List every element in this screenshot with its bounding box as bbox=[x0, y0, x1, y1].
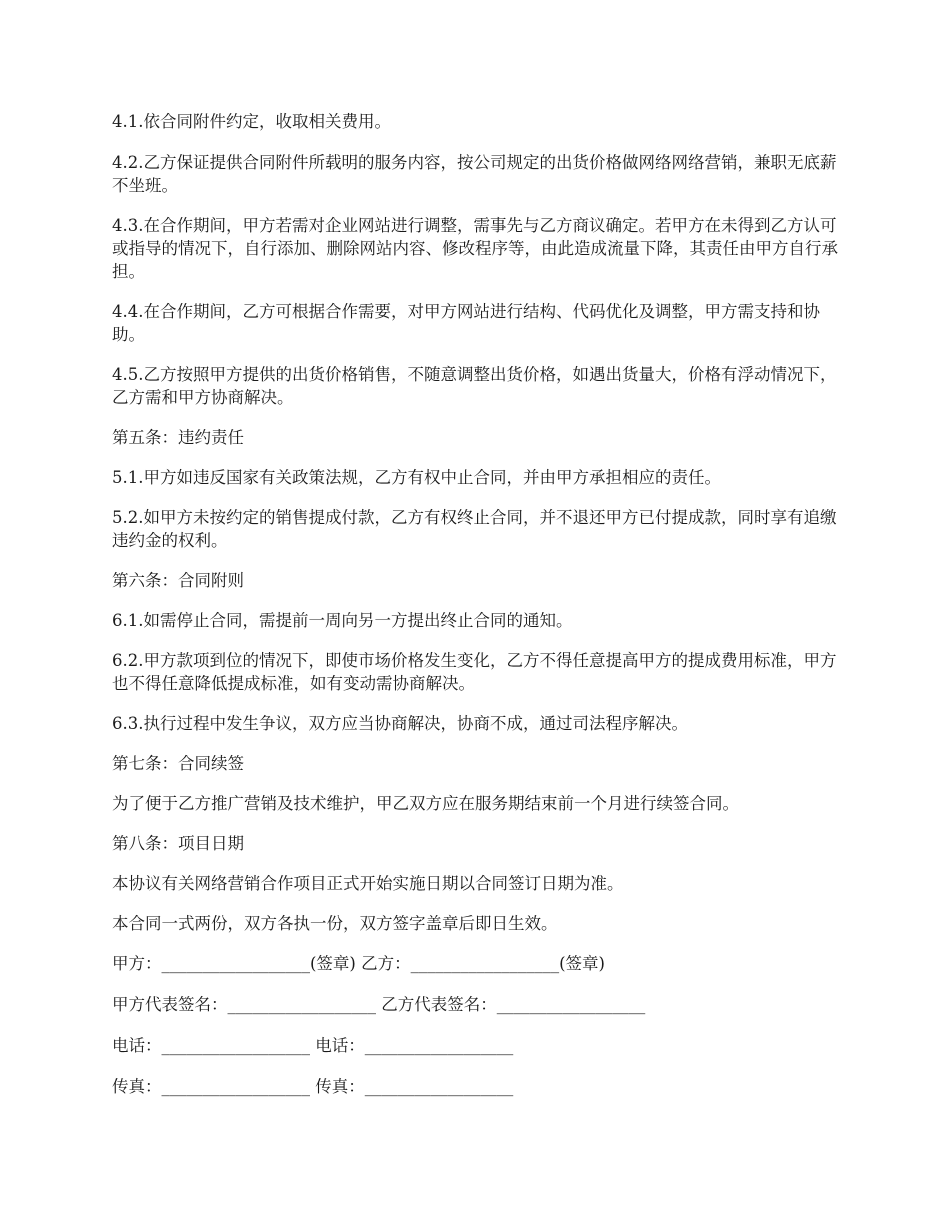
party-signature-line: 甲方：__________________(签章) 乙方：__________________(签章) bbox=[112, 954, 605, 973]
document-body bbox=[112, 110, 852, 1116]
clause-4-2: 4.2.乙方保证提供合同附件所载明的服务内容，按公司规定的出货价格做网络网络营销，兼职无底薪不坐班。 bbox=[112, 153, 837, 195]
phone-line: 电话：__________________ 电话：__________________ bbox=[112, 1036, 514, 1055]
clause-4-1: 4.1.依合同附件约定，收取相关费用。 bbox=[112, 112, 391, 131]
fax-line: 传真：__________________ 传真：__________________ bbox=[112, 1077, 514, 1096]
article-5-heading: 第五条：违约责任 bbox=[112, 428, 244, 447]
clause-6-2: 6.2.甲方款项到位的情况下，即使市场价格发生变化，乙方不得任意提高甲方的提成费用标准，甲方也不得任意降低提成标准，如有变动需协商解决。 bbox=[112, 651, 837, 693]
clause-5-1: 5.1.甲方如违反国家有关政策法规，乙方有权中止合同，并由甲方承担相应的责任。 bbox=[112, 468, 721, 487]
clause-4-3: 4.3.在合作期间，甲方若需对企业网站进行调整，需事先与乙方商议确定。若甲方在未得到乙方认可或指导的情况下，自行添加、删除网站内容、修改程序等，由此造成流量下降，其责任由甲方自行承担。 bbox=[112, 216, 838, 281]
closing-statement: 本合同一式两份，双方各执一份，双方签字盖章后即日生效。 bbox=[112, 914, 558, 933]
clause-8: 本协议有关网络营销合作项目正式开始实施日期以合同签订日期为准。 bbox=[112, 874, 624, 893]
clause-7: 为了便于乙方推广营销及技术维护，甲乙双方应在服务期结束前一个月进行续签合同。 bbox=[112, 794, 739, 813]
clause-4-4: 4.4.在合作期间，乙方可根据合作需要，对甲方网站进行结构、代码优化及调整，甲方需支持和协助。 bbox=[112, 302, 820, 344]
article-8-heading: 第八条：项目日期 bbox=[112, 834, 244, 853]
clause-4-5: 4.5.乙方按照甲方提供的出货价格销售，不随意调整出货价格，如遇出货量大，价格有浮动情况下，乙方需和甲方协商解决。 bbox=[112, 365, 837, 407]
clause-6-3: 6.3.执行过程中发生争议，双方应当协商解决，协商不成，通过司法程序解决。 bbox=[112, 714, 688, 733]
clause-5-2: 5.2.如甲方未按约定的销售提成付款，乙方有权终止合同，并不退还甲方已付提成款，同时享有追缴违约金的权利。 bbox=[112, 508, 837, 550]
representative-signature-line: 甲方代表签名：__________________ 乙方代表签名：__________________ bbox=[112, 995, 646, 1014]
article-7-heading: 第七条：合同续签 bbox=[112, 754, 244, 773]
clause-6-1: 6.1.如需停止合同，需提前一周向另一方提出终止合同的通知。 bbox=[112, 611, 573, 630]
article-6-heading: 第六条：合同附则 bbox=[112, 571, 244, 590]
